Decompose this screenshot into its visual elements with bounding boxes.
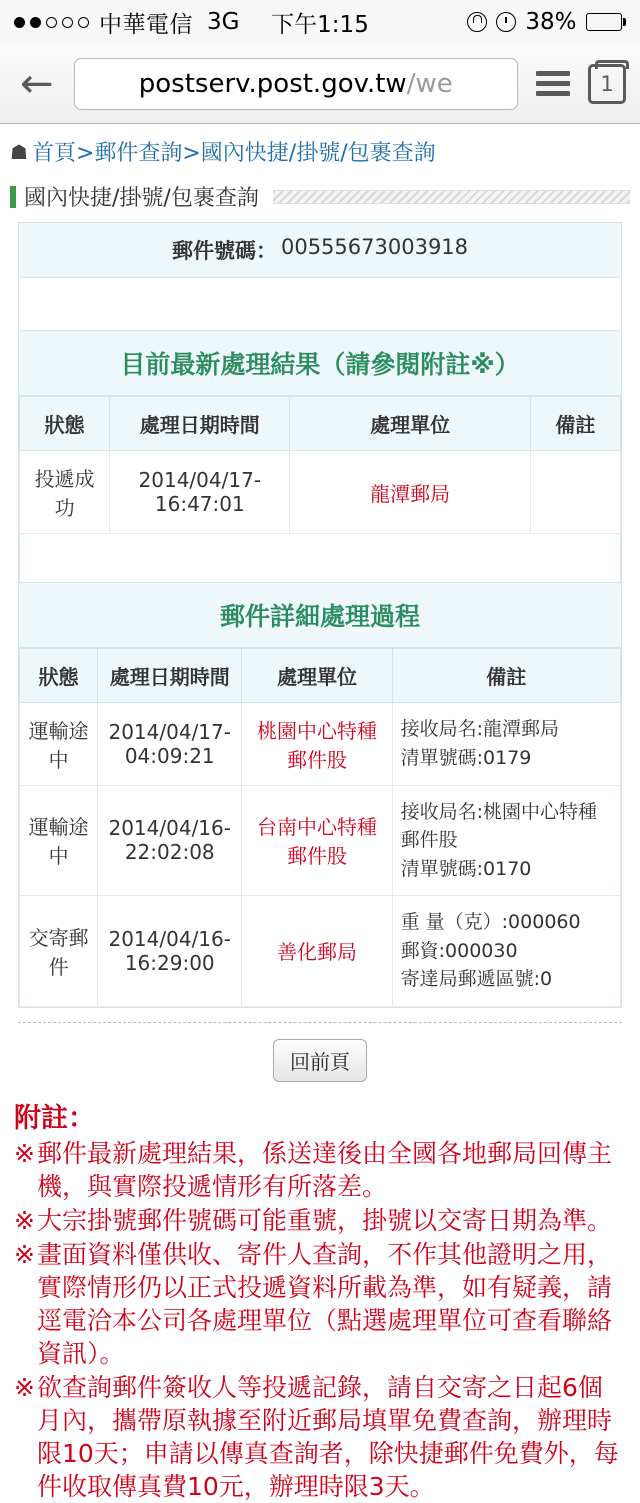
breadcrumb[interactable] [0,124,640,175]
detail-office-3[interactable]: 善化郵局 [242,896,392,1007]
detail-col-status: 狀態 [20,648,98,702]
detail-col-datetime: 處理日期時間 [98,648,242,702]
latest-datetime: 2014/04/17-16:47:01 [110,451,290,534]
note-text: 大宗掛號郵件號碼可能重號，掛號以交寄日期為準。 [36,1205,612,1235]
mail-number-row [19,223,621,278]
carrier-name: 中華電信 [99,11,193,38]
header-decoration [273,190,630,204]
note-marker-icon: ※ [14,1138,35,1168]
detail-process-banner: 郵件詳細處理過程 [19,582,621,648]
table-header-row [20,648,621,702]
detail-remark-2 [392,785,620,896]
remark-line: 重 量（克）:000060 [400,911,581,933]
mail-number-value: 00555673003918 [280,235,469,259]
url-rest: /we [406,68,453,99]
back-to-previous-page-button[interactable]: 回前頁 [273,1039,367,1082]
latest-result-table [19,396,621,582]
notes-section [0,1092,640,1503]
detail-status-2: 運輸途中 [20,785,98,896]
notes-title: 附註： [14,1102,95,1134]
latest-col-datetime: 處理日期時間 [110,397,290,451]
section-header [0,175,640,222]
remark-line: 接收局名:桃園中心特種郵件股 [400,800,598,851]
remark-line: 郵資:000030 [400,939,518,962]
detail-datetime-3: 2014/04/16-16:29:00 [98,896,242,1007]
latest-remark [530,451,620,534]
detail-datetime-2: 2014/04/16-22:02:08 [98,785,242,896]
back-button-container [0,1023,640,1092]
detail-status-1: 運輸途中 [20,702,98,785]
remark-line: 清單號碼:0179 [400,746,532,769]
home-icon: ☗ [10,139,28,164]
latest-col-status: 狀態 [20,397,110,451]
page-title: 國內快捷/掛號/包裹查詢 [24,186,259,211]
note-item [14,1238,626,1370]
latest-col-remark: 備註 [530,397,620,451]
detail-office-2[interactable]: 台南中心特種郵件股 [242,785,392,896]
note-item [14,1371,626,1503]
remark-line: 清單號碼:0170 [400,857,532,880]
note-text: 欲查詢郵件簽收人等投遞記錄，請自交寄之日起6個月內，攜帶原執據至附近郵局填單免費查詢，辦理時限10天；申請以傳真查詢者，除快捷郵件免費外，每件收取傳真費10元，辦理時限3天。 [36,1372,619,1501]
detail-col-office: 處理單位 [242,648,392,702]
remark-line: 寄達局郵遞區號:0 [400,968,553,990]
detail-remark-3 [392,896,620,1007]
spacer-block-1 [19,278,621,330]
tab-count-label: 1 [600,71,614,96]
note-marker-icon: ※ [14,1239,35,1269]
detail-office-1[interactable]: 桃園中心特種郵件股 [242,702,392,785]
detail-datetime-1: 2014/04/17-04:09:21 [98,702,242,785]
mail-number-label: 郵件號碼： [171,239,277,263]
status-bar [0,0,640,44]
detail-status-3: 交寄郵件 [20,896,98,1007]
note-text: 郵件最新處理結果，係送達後由全國各地郵局回傳主機，與實際投遞情形有所落差。 [36,1138,612,1201]
battery-percent-label: 38% [525,9,577,35]
note-item [14,1204,626,1237]
note-marker-icon: ※ [14,1205,35,1235]
table-row [20,896,621,1007]
back-button[interactable]: ← [20,60,54,107]
tab-switcher-button[interactable] [588,64,626,104]
latest-result-banner: 目前最新處理結果（請參閱附註※） [19,330,621,396]
breadcrumb-text: 首頁>郵件查詢>國內快捷/掛號/包裹查詢 [31,141,436,166]
remark-line: 接收局名:龍潭郵局 [400,718,560,740]
url-bar[interactable] [74,58,518,110]
spacer-block-2 [20,534,621,582]
latest-status: 投遞成功 [20,451,110,534]
table-row [20,451,621,534]
page-content [0,124,640,1503]
detail-col-remark: 備註 [392,648,620,702]
note-marker-icon: ※ [14,1372,35,1402]
browser-toolbar [0,44,640,124]
detail-process-table [19,648,621,1007]
latest-office[interactable]: 龍潭郵局 [290,451,530,534]
table-header-row [20,397,621,451]
table-row [20,785,621,896]
note-item [14,1137,626,1203]
table-row [20,702,621,785]
status-bar-clock: 下午1:15 [271,11,369,38]
latest-col-office: 處理單位 [290,397,530,451]
result-card [18,222,622,1008]
detail-remark-1 [392,702,620,785]
network-type: 3G [207,9,240,35]
note-text: 畫面資料僅供收、寄件人查詢，不作其他證明之用，實際情形仍以正式投遞資料所載為準，如有疑義，請逕電洽本公司各處理單位（點選處理單位可查看聯絡資訊）。 [36,1239,612,1368]
url-main: postserv.post.gov.tw [138,68,407,99]
section-marker [10,186,16,208]
hamburger-menu-icon[interactable] [532,67,574,100]
url-text [139,69,453,99]
